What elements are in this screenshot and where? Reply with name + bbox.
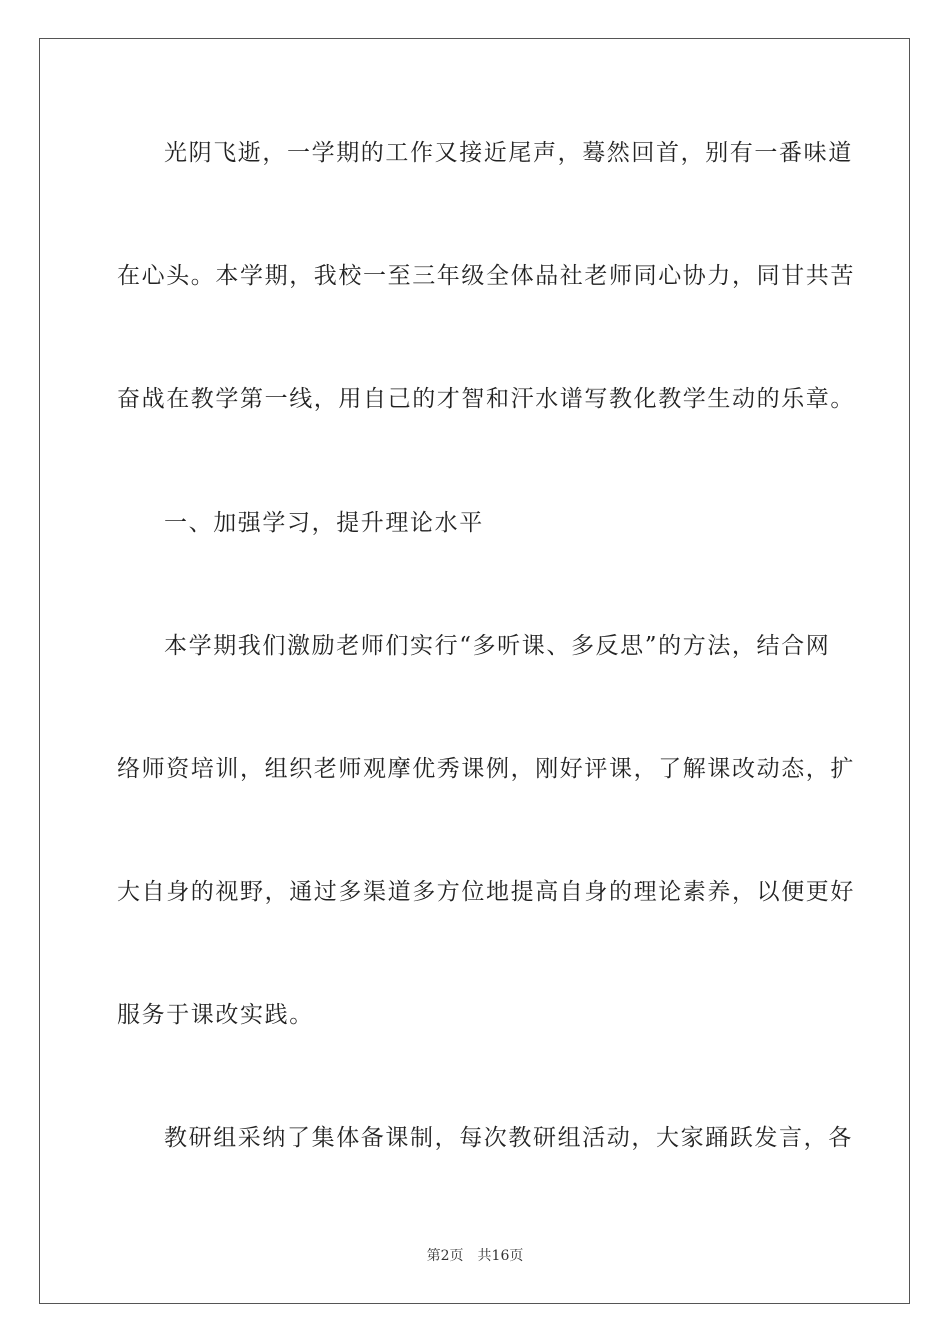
page-total: 共16页 [477,1248,524,1264]
paragraph-line-7: 大自身的视野，通过多渠道多方位地提高自身的理论素养，以便更好 [117,879,855,905]
paragraph-line-1: 光阴飞逝，一学期的工作又接近尾声，蓦然回首，别有一番味道 [164,140,853,166]
paragraph-line-8: 服务于课改实践。 [117,1002,314,1028]
page-border [39,38,910,1304]
page-number: 第2页 [426,1248,464,1264]
paragraph-line-5: 本学期我们激励老师们实行“多听课、多反思”的方法，结合网 [164,633,831,659]
paragraph-line-3: 奋战在教学第一线，用自己的才智和汗水谱写教化教学生动的乐章。 [117,386,855,412]
page-footer [0,1247,950,1265]
section-heading: 一、加强学习，提升理论水平 [164,510,484,536]
paragraph-line-2: 在心头。本学期，我校一至三年级全体品社老师同心协力，同甘共苦 [117,263,855,289]
paragraph-line-6: 络师资培训，组织老师观摩优秀课例，刚好评课，了解课改动态，扩 [117,756,855,782]
paragraph-line-9: 教研组采纳了集体备课制，每次教研组活动，大家踊跃发言，各 [164,1125,853,1151]
